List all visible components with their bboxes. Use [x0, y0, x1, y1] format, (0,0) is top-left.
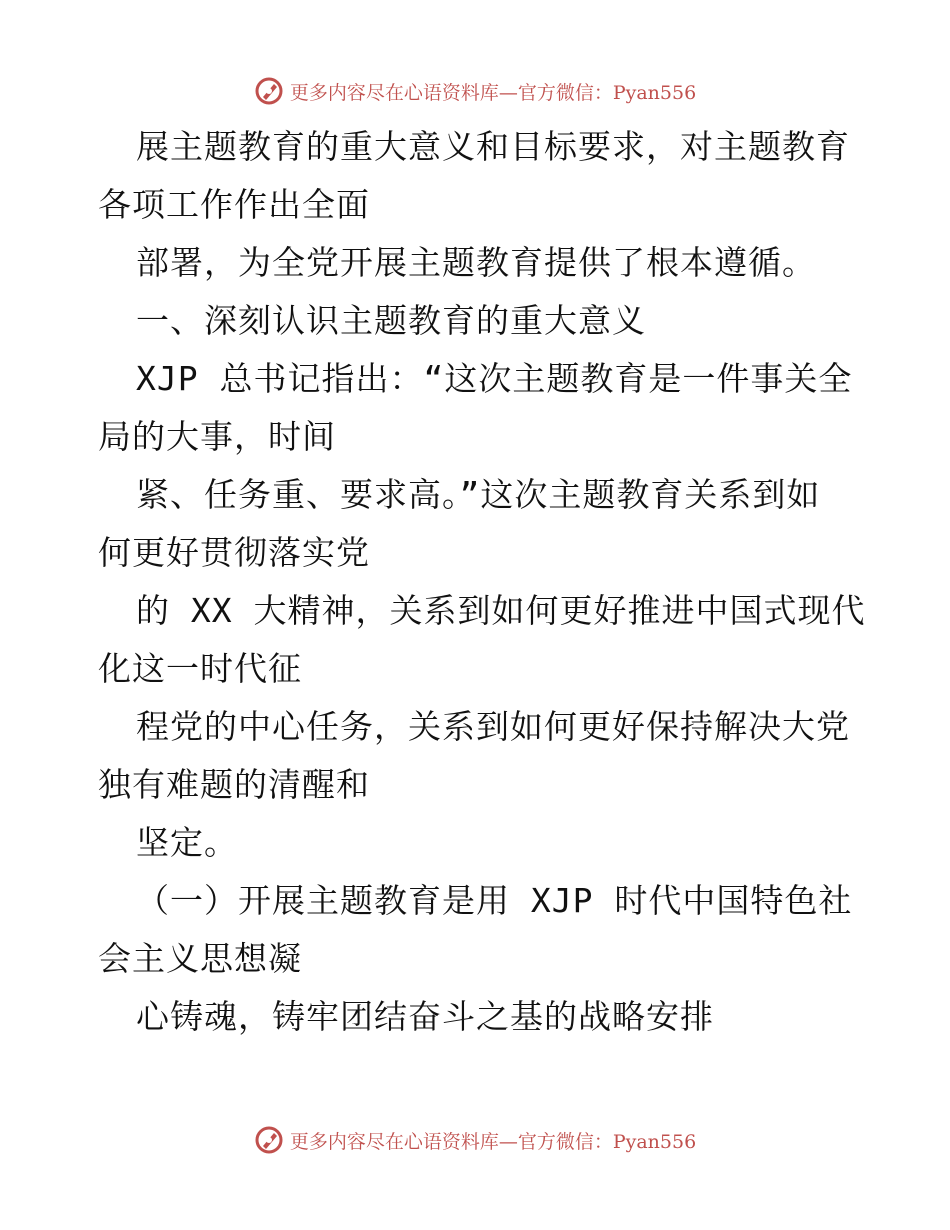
pen-circle-icon — [254, 76, 284, 106]
text-line: 展主题教育的重大意义和目标要求，对主题教育 — [136, 127, 850, 166]
watermark-text: 更多内容尽在心语资料库—官方微信：Pyan556 — [289, 81, 697, 104]
text-line: 局的大事，时间 — [98, 417, 336, 456]
header-watermark — [0, 71, 950, 111]
text-line: 部署，为全党开展主题教育提供了根本遵循。 — [136, 243, 816, 282]
text-line: （一）开展主题教育是用 XJP 时代中国特色社 — [136, 881, 853, 920]
text-line: 心铸魂，铸牢团结奋斗之基的战略安排 — [136, 997, 714, 1036]
text-line: 程党的中心任务，关系到如何更好保持解决大党 — [136, 707, 850, 746]
text-line: 一、深刻认识主题教育的重大意义 — [136, 301, 646, 340]
text-line: 坚定。 — [136, 823, 238, 862]
footer-watermark — [0, 1120, 950, 1160]
text-line: 的 XX 大精神，关系到如何更好推进中国式现代 — [136, 591, 866, 630]
pen-circle-icon — [254, 1125, 284, 1155]
text-line: XJP 总书记指出：“这次主题教育是一件事关全 — [136, 359, 853, 398]
text-line: 独有难题的清醒和 — [98, 765, 370, 804]
text-line: 化这一时代征 — [98, 649, 302, 688]
text-line: 会主义思想凝 — [98, 939, 302, 978]
text-line: 何更好贯彻落实党 — [98, 533, 370, 572]
document-body — [98, 118, 866, 1046]
watermark-text: 更多内容尽在心语资料库—官方微信：Pyan556 — [289, 1130, 697, 1153]
text-line: 紧、任务重、要求高。”这次主题教育关系到如 — [136, 475, 821, 514]
text-line: 各项工作作出全面 — [98, 185, 370, 224]
